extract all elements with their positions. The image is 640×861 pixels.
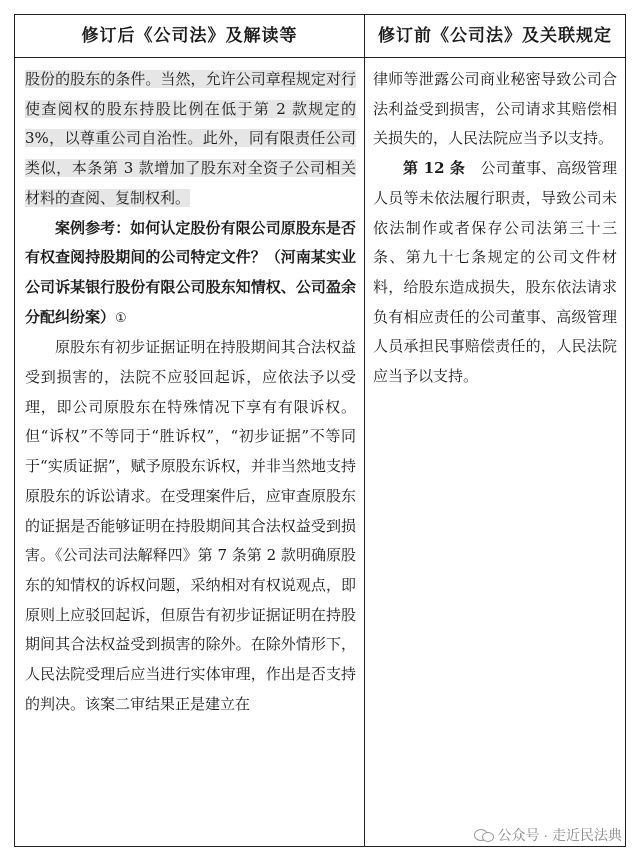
header-right: 修订前《公司法》及关联规定 <box>378 26 612 46</box>
column-divider <box>364 15 365 846</box>
header-divider <box>15 57 625 58</box>
article-12 <box>373 154 617 392</box>
header-left: 修订后《公司法》及解读等 <box>81 26 298 46</box>
article-label: 第 12 条 <box>403 159 466 178</box>
case-title: 案例参考：如何认定股份有限公司原股东是否有权查阅持股期间的公司特定文件？（河南某实业公司诉某银行股份有限公司股东知情权、公司盈余分配纠纷案） <box>25 218 356 326</box>
highlighted-text: 股份的股东的条件。当然，允许公司章程规定对行使查阅权的股东持股比例在低于第 2 款规定的 3%，以尊重公司自治性。此外，同有限责任公司类似，本条第 3 款增加了股东对全资子公司相关材料的查阅、复制权利。 <box>25 70 356 207</box>
left-paragraph-1 <box>25 65 356 214</box>
right-column <box>373 65 617 845</box>
left-paragraph-2: 原股东有初步证据证明在持股期间其合法权益受到损害的，法院不应驳回起诉，应依法予以受理，即公司原股东在特殊情况下享有有限诉权。但“诉权”不等同于“胜诉权”，“初步证据”不等同于“实质证据”，赋予原股东诉权，并非当然地支持原股东的诉讼请求。在受理案件后，应审查原股东的证据是否能够证明在持股期间其合法权益受到损害。《公司法司法解释四》第 7 条第 2 款明确原股东的知情权的诉权问题，采纳相对有权说观点，即原则上应驳回起诉，但原告有初步证据证明在持股期间其合法权益受到损害的除外。在除外情形下，人民法院受理后应当进行实体审理，作出是否支持的判决。该案二审结果正是建立在 <box>25 338 356 713</box>
footnote-marker: ① <box>115 310 127 326</box>
watermark <box>474 825 622 845</box>
comparison-table <box>14 14 626 847</box>
wechat-icon <box>474 827 494 843</box>
right-paragraph-1: 律师等泄露公司商业秘密导致公司合法利益受到损害，公司请求其赔偿相关损失的，人民法院应当予以支持。 <box>373 70 617 148</box>
case-reference <box>25 214 356 334</box>
article-text: 公司董事、高级管理人员等未依法履行职责，导致公司未依法制作或者保存公司法第三十三条、第九十七条规定的公司文件材料，给股东造成损失，股东依法请求负有相应责任的公司董事、高级管理人员承担民事赔偿责任的，人民法院应当予以支持。 <box>373 159 617 386</box>
watermark-text: 公众号 · 走近民法典 <box>497 827 622 843</box>
left-column <box>25 65 356 845</box>
